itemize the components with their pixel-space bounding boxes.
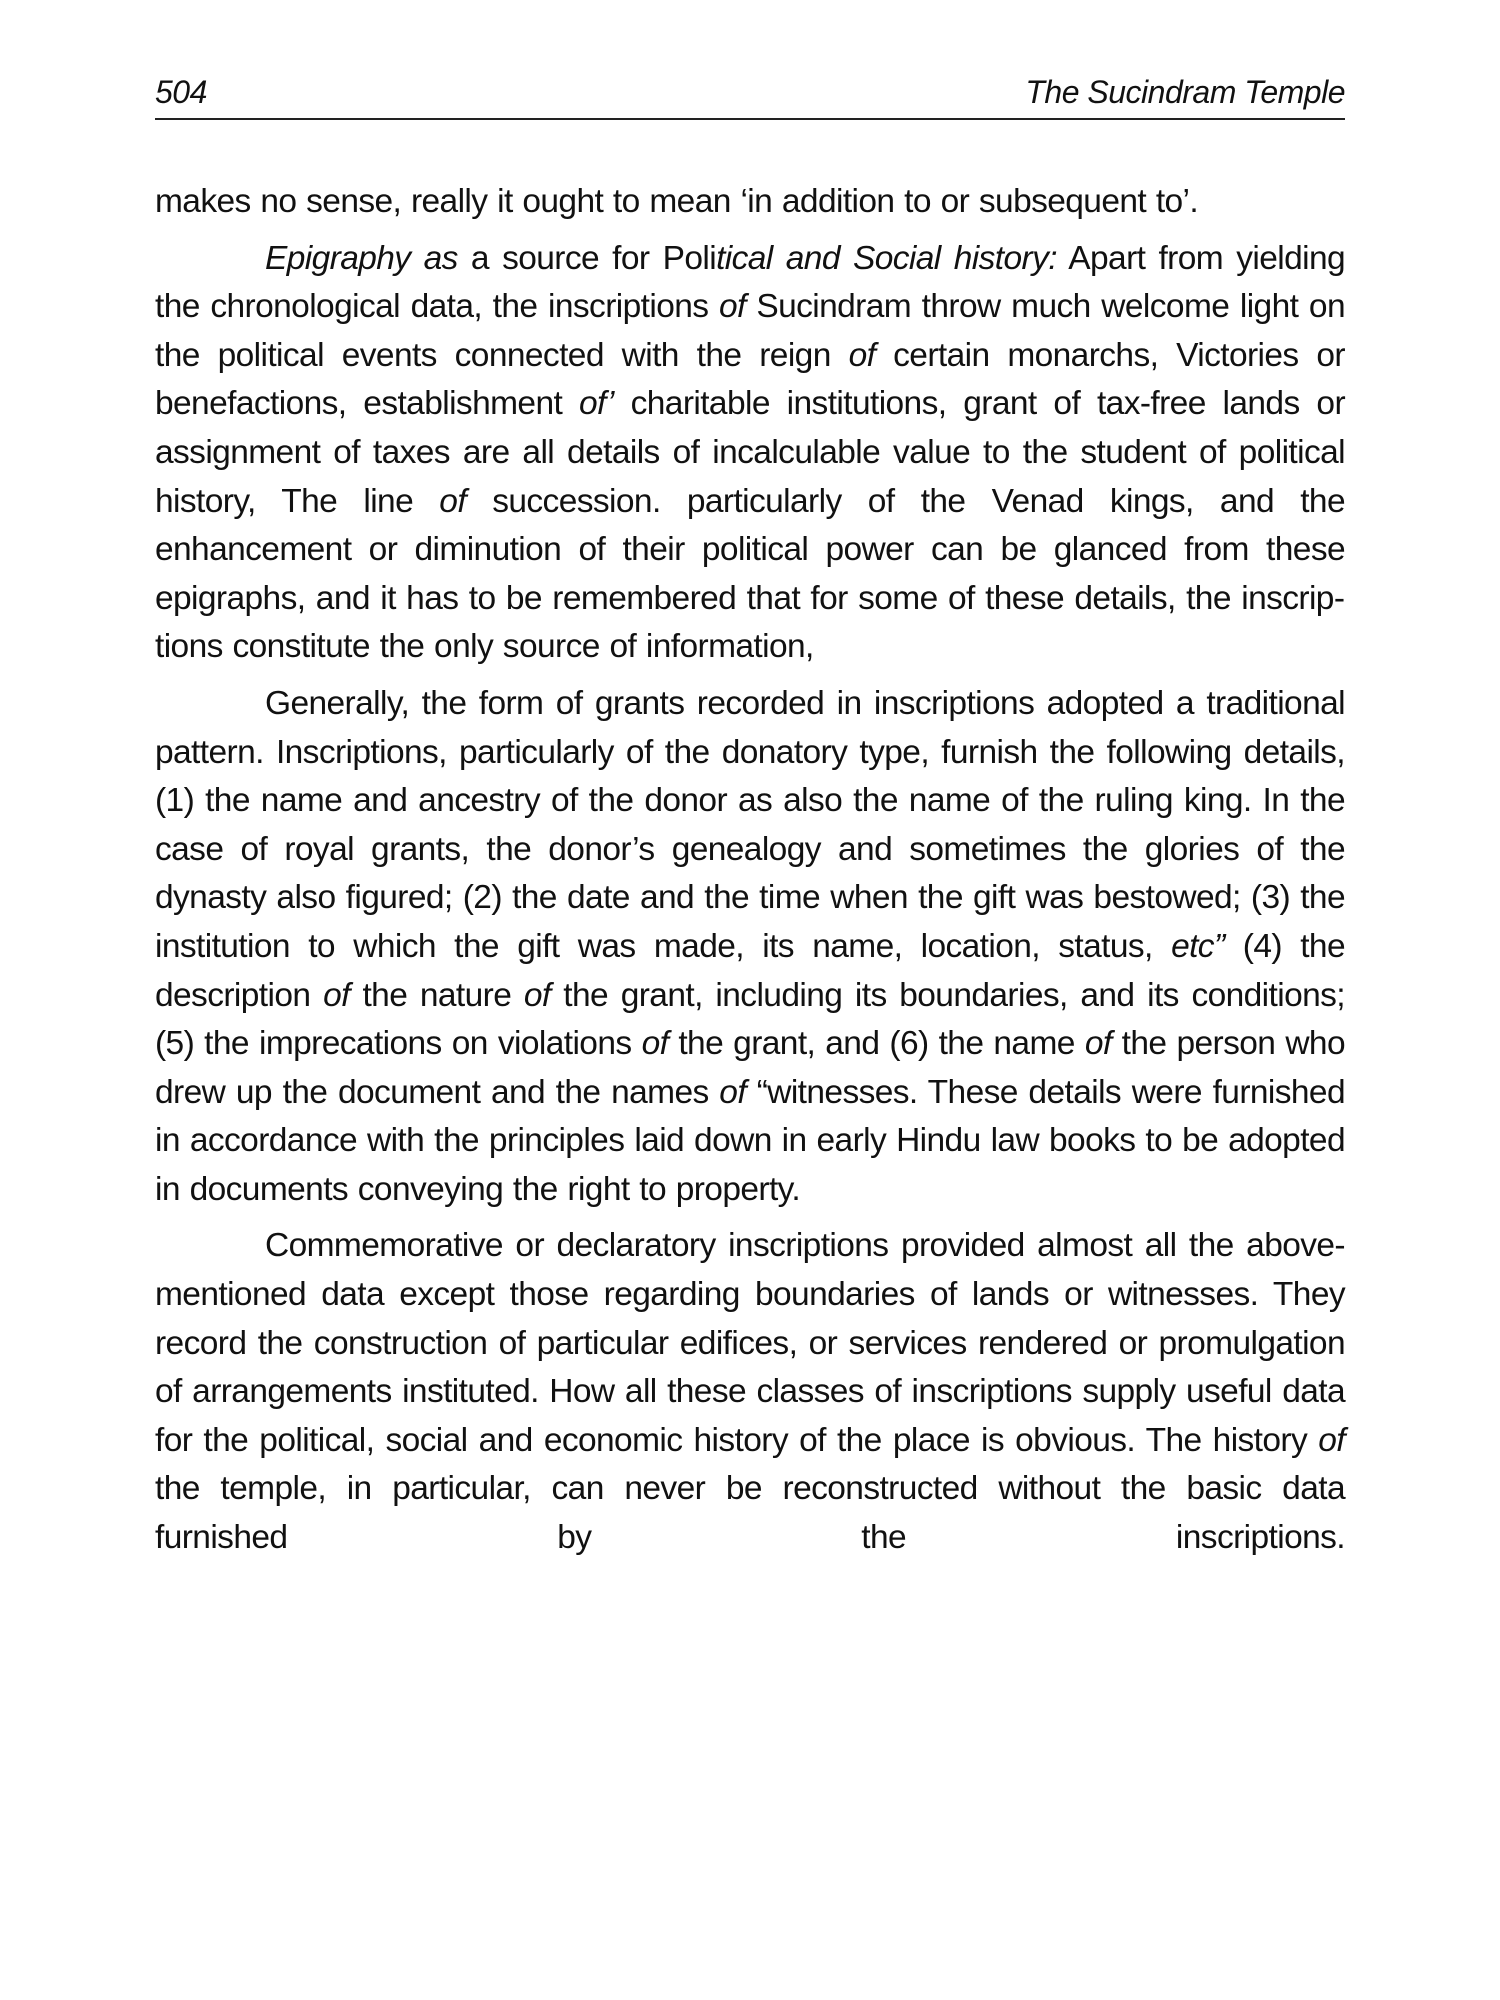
italic-run: of xyxy=(1084,1025,1112,1063)
text-run: the temple, in particular, can never be reconstructed without the basic data furnished by the inscriptions. xyxy=(155,1470,1345,1557)
text-run: Generally, the form of grants recorded in inscriptions adopted a traditional pattern. Inscriptions, particularly of the donatory type, furnish the following details, (1) the name and ancestry of the donor as also the name of the ruling king. In the case of royal grants, the donor’s genealogy and sometimes the glories of the dynasty also figured; (2) the date and the time when the gift was bestowed; (3) the institution to which the gift was made, its name, location, status, xyxy=(155,684,1345,965)
text-run: succession. particularly of the Venad kings, and the enhancement or diminution of their political power can be glanced from these epigraphs, and it has to be remembered that for some of these details, the inscriptions constitute the only source of information, xyxy=(155,482,1345,666)
italic-run: of xyxy=(1318,1421,1345,1459)
paragraph-form-of-grants xyxy=(155,680,1345,1215)
text-run: a source for Poli xyxy=(457,239,717,277)
text-run: (4) the description xyxy=(155,927,1345,1014)
text-run: “witnesses. These details were furnished in accordance with the principles laid down in early Hindu law books to be adopted in documents conveying the right to property. xyxy=(155,1073,1345,1208)
italic-run: of xyxy=(439,482,467,520)
text-run: charitable institutions, grant of tax-free lands or assignment of taxes are all details of incalculable value to the student of political history, The line xyxy=(155,385,1345,520)
italic-run: of xyxy=(848,336,876,374)
italic-run: Epigraphy xyxy=(265,239,424,277)
text-run: the grant, and (6) the name xyxy=(668,1025,1085,1063)
text-run: the grant, including its boundaries, and its conditions; (5) the imprecations on violations xyxy=(155,976,1345,1063)
italic-run: etc” xyxy=(1171,927,1225,965)
page-number: 504 xyxy=(155,74,207,110)
paragraph-continued xyxy=(155,178,1345,227)
text-run: Sucindram throw much welcome light on the political events connected with the reign xyxy=(155,288,1345,374)
book-page xyxy=(155,72,1345,1563)
italic-run: tical and Social history: xyxy=(716,239,1057,277)
text-run: certain monarchs, Victories or benefactions, establishment xyxy=(155,336,1345,423)
book-title: The Sucindram Temple xyxy=(1025,74,1345,110)
text-run: the nature xyxy=(349,976,524,1014)
body-text xyxy=(155,178,1345,1563)
italic-run: of xyxy=(719,1073,747,1111)
italic-run: of xyxy=(641,1025,669,1063)
text-run: Apart from yielding the chronological data, the inscriptions xyxy=(155,239,1346,326)
text-run: makes no sense, really it ought to mean ‘in addition to or subsequent to’. xyxy=(155,183,1199,220)
text-run: the person who drew up the document and the names xyxy=(155,1025,1345,1111)
italic-run: of xyxy=(523,976,551,1014)
running-header xyxy=(155,72,1345,120)
paragraph-epigraphy-source xyxy=(155,235,1345,672)
italic-run: of xyxy=(719,288,746,326)
paragraph-commemorative-inscriptions xyxy=(155,1222,1345,1562)
italic-run: as xyxy=(423,239,458,277)
text-run: Commemorative or declaratory inscriptions provided almost all the above-mentioned data except those regarding boundaries of lands or witnesses. They record the construction of particular edifices, or services rendered or promulgation of arrangements instituted. How all these classes of inscriptions supply useful data for the political, social and economic history of the place is obvious. The history xyxy=(155,1227,1345,1459)
italic-run: of xyxy=(323,976,350,1014)
italic-run: of’ xyxy=(578,385,614,423)
